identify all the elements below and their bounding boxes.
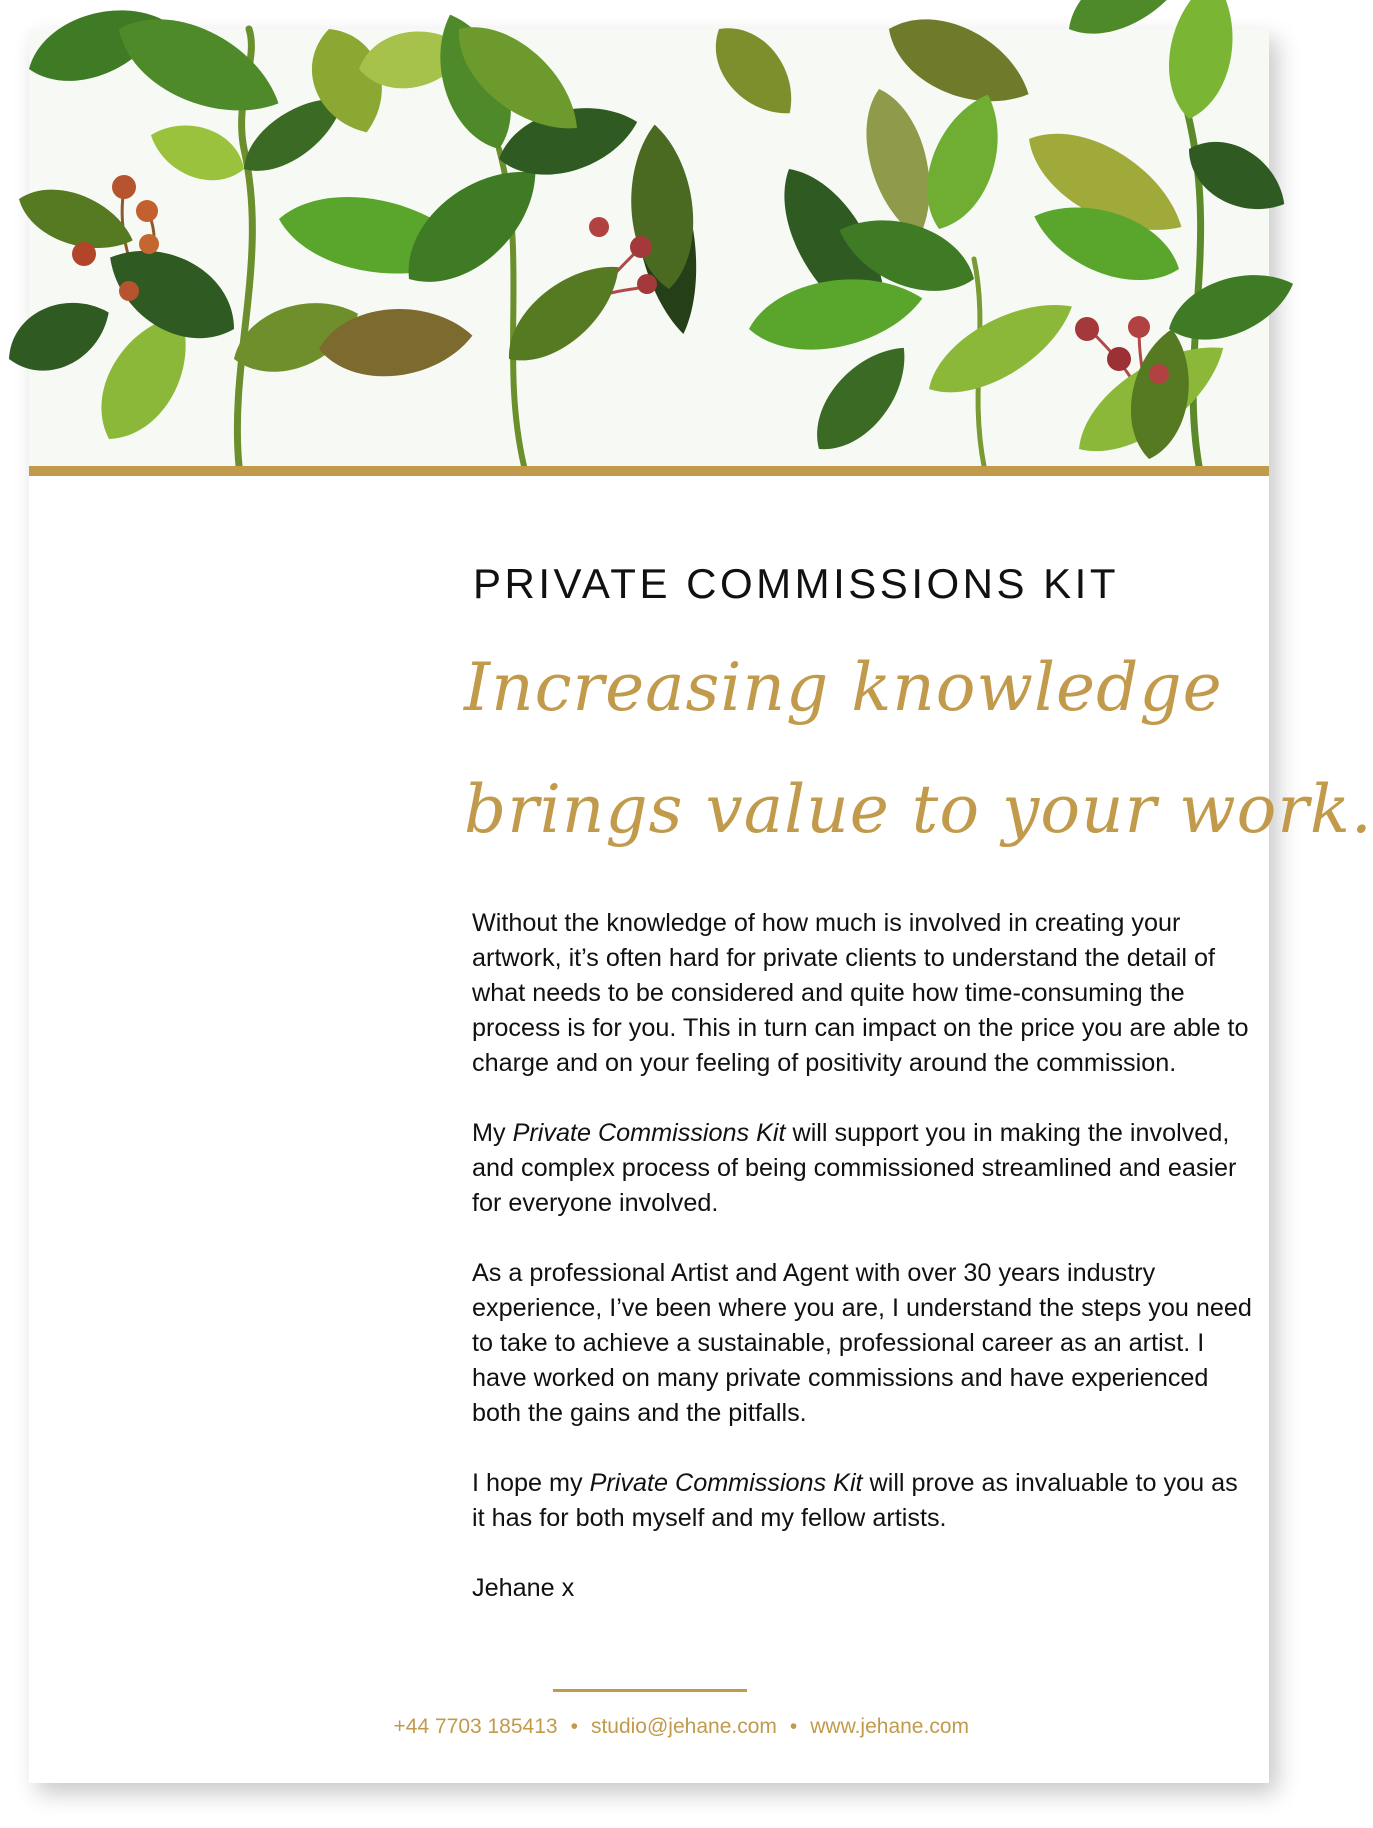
watercolor-leaves-icon (29, 29, 1269, 466)
document-page (29, 29, 1373, 1783)
paragraph-4 (472, 1466, 1252, 1536)
footer-website[interactable]: www.jehane.com (810, 1715, 969, 1738)
body-text (472, 906, 1252, 1606)
paragraph-1: Without the knowledge of how much is involved in creating your artwork, it’s often hard for private clients to understand the detail of what needs to be considered and quite how time-consuming the process is for you. This in turn can impact on the price you are able to charge and on your feeling of positivity around the commission. (472, 909, 1249, 1077)
paragraph-2-lead: My (472, 1119, 513, 1147)
kit-name-emphasis: Private Commissions Kit (589, 1469, 863, 1497)
gold-divider (29, 466, 1269, 476)
footer-separator: • (570, 1715, 578, 1738)
paragraph-4-rest: will prove as invaluable to you as it has for both myself and my fellow artists. (472, 1469, 1238, 1532)
header-leaves-illustration (29, 29, 1269, 466)
footer-phone[interactable]: +44 7703 185413 (393, 1715, 558, 1738)
paragraph-2-rest: will support you in making the involved, and complex process of being commissioned streamlined and easier for everyone involved. (472, 1119, 1237, 1217)
paragraph-4-lead: I hope my (472, 1469, 590, 1497)
kit-title: PRIVATE COMMISSIONS KIT (473, 560, 1120, 607)
kit-name-emphasis: Private Commissions Kit (512, 1119, 786, 1147)
footer-contact (29, 1715, 969, 1739)
footer-separator: • (789, 1715, 798, 1738)
footer-email[interactable]: studio@jehane.com (590, 1715, 777, 1738)
footer-divider (553, 1689, 747, 1692)
paragraph-2 (472, 1116, 1252, 1221)
headline-script-line-2: brings value to your work. (464, 771, 1373, 848)
headline-script-line-1: Increasing knowledge (464, 649, 1223, 726)
paragraph-3: As a professional Artist and Agent with over 30 years industry experience, I’ve been where you are, I understand the steps you need to take to achieve a sustainable, professional career as an artist. I have worked on many private commissions and have experienced both the gains and the pitfalls. (472, 1259, 1252, 1427)
signature: Jehane x (472, 1574, 575, 1602)
